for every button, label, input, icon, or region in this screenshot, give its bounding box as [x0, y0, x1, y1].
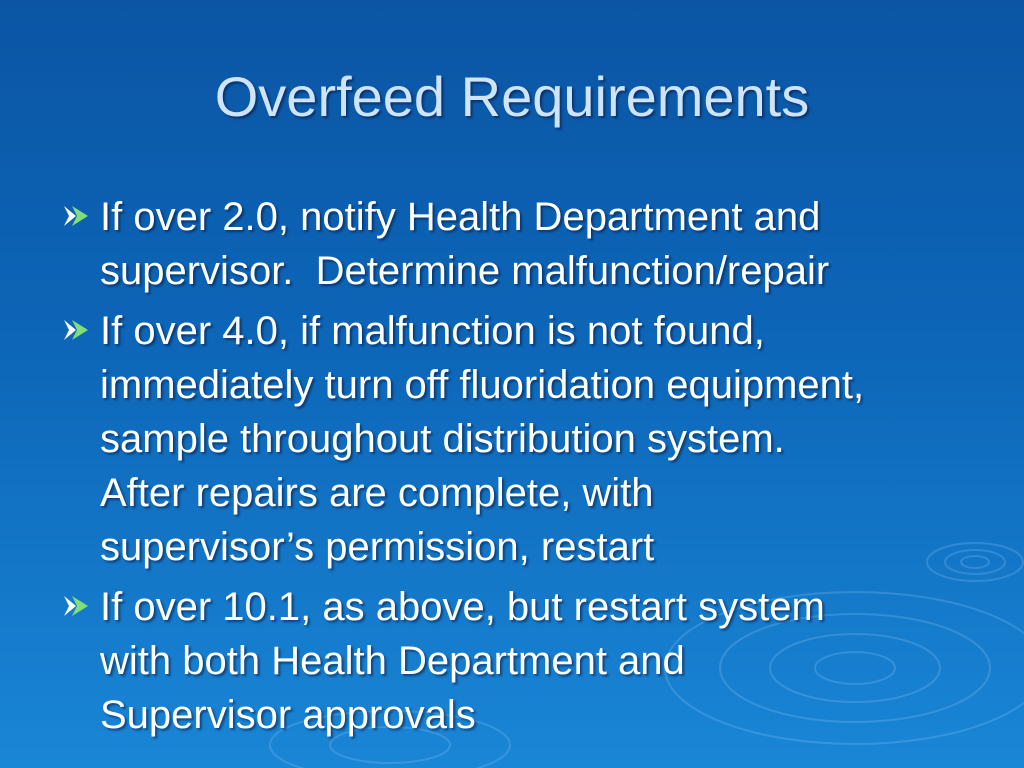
bullet-item — [62, 580, 1002, 742]
chevron-arrow-bullet-icon — [62, 318, 90, 342]
bullet-text: If over 4.0, if malfunction is not found, immediately turn off fluoridation equipment, sample throughout distribution system. After repairs are complete, with supervisor’s permission, restart — [100, 309, 865, 569]
bullet-text: If over 2.0, notify Health Department and supervisor. Determine malfunction/repair — [100, 195, 830, 293]
bullet-item — [62, 304, 1002, 574]
chevron-arrow-bullet-icon — [62, 204, 90, 228]
bullet-item — [62, 190, 1002, 298]
chevron-arrow-bullet-icon — [62, 594, 90, 618]
bullet-list — [62, 190, 1002, 748]
slide-title: Overfeed Requirements — [214, 65, 810, 128]
bullet-text: If over 10.1, as above, but restart system with both Health Department and Supervisor approvals — [100, 585, 825, 737]
